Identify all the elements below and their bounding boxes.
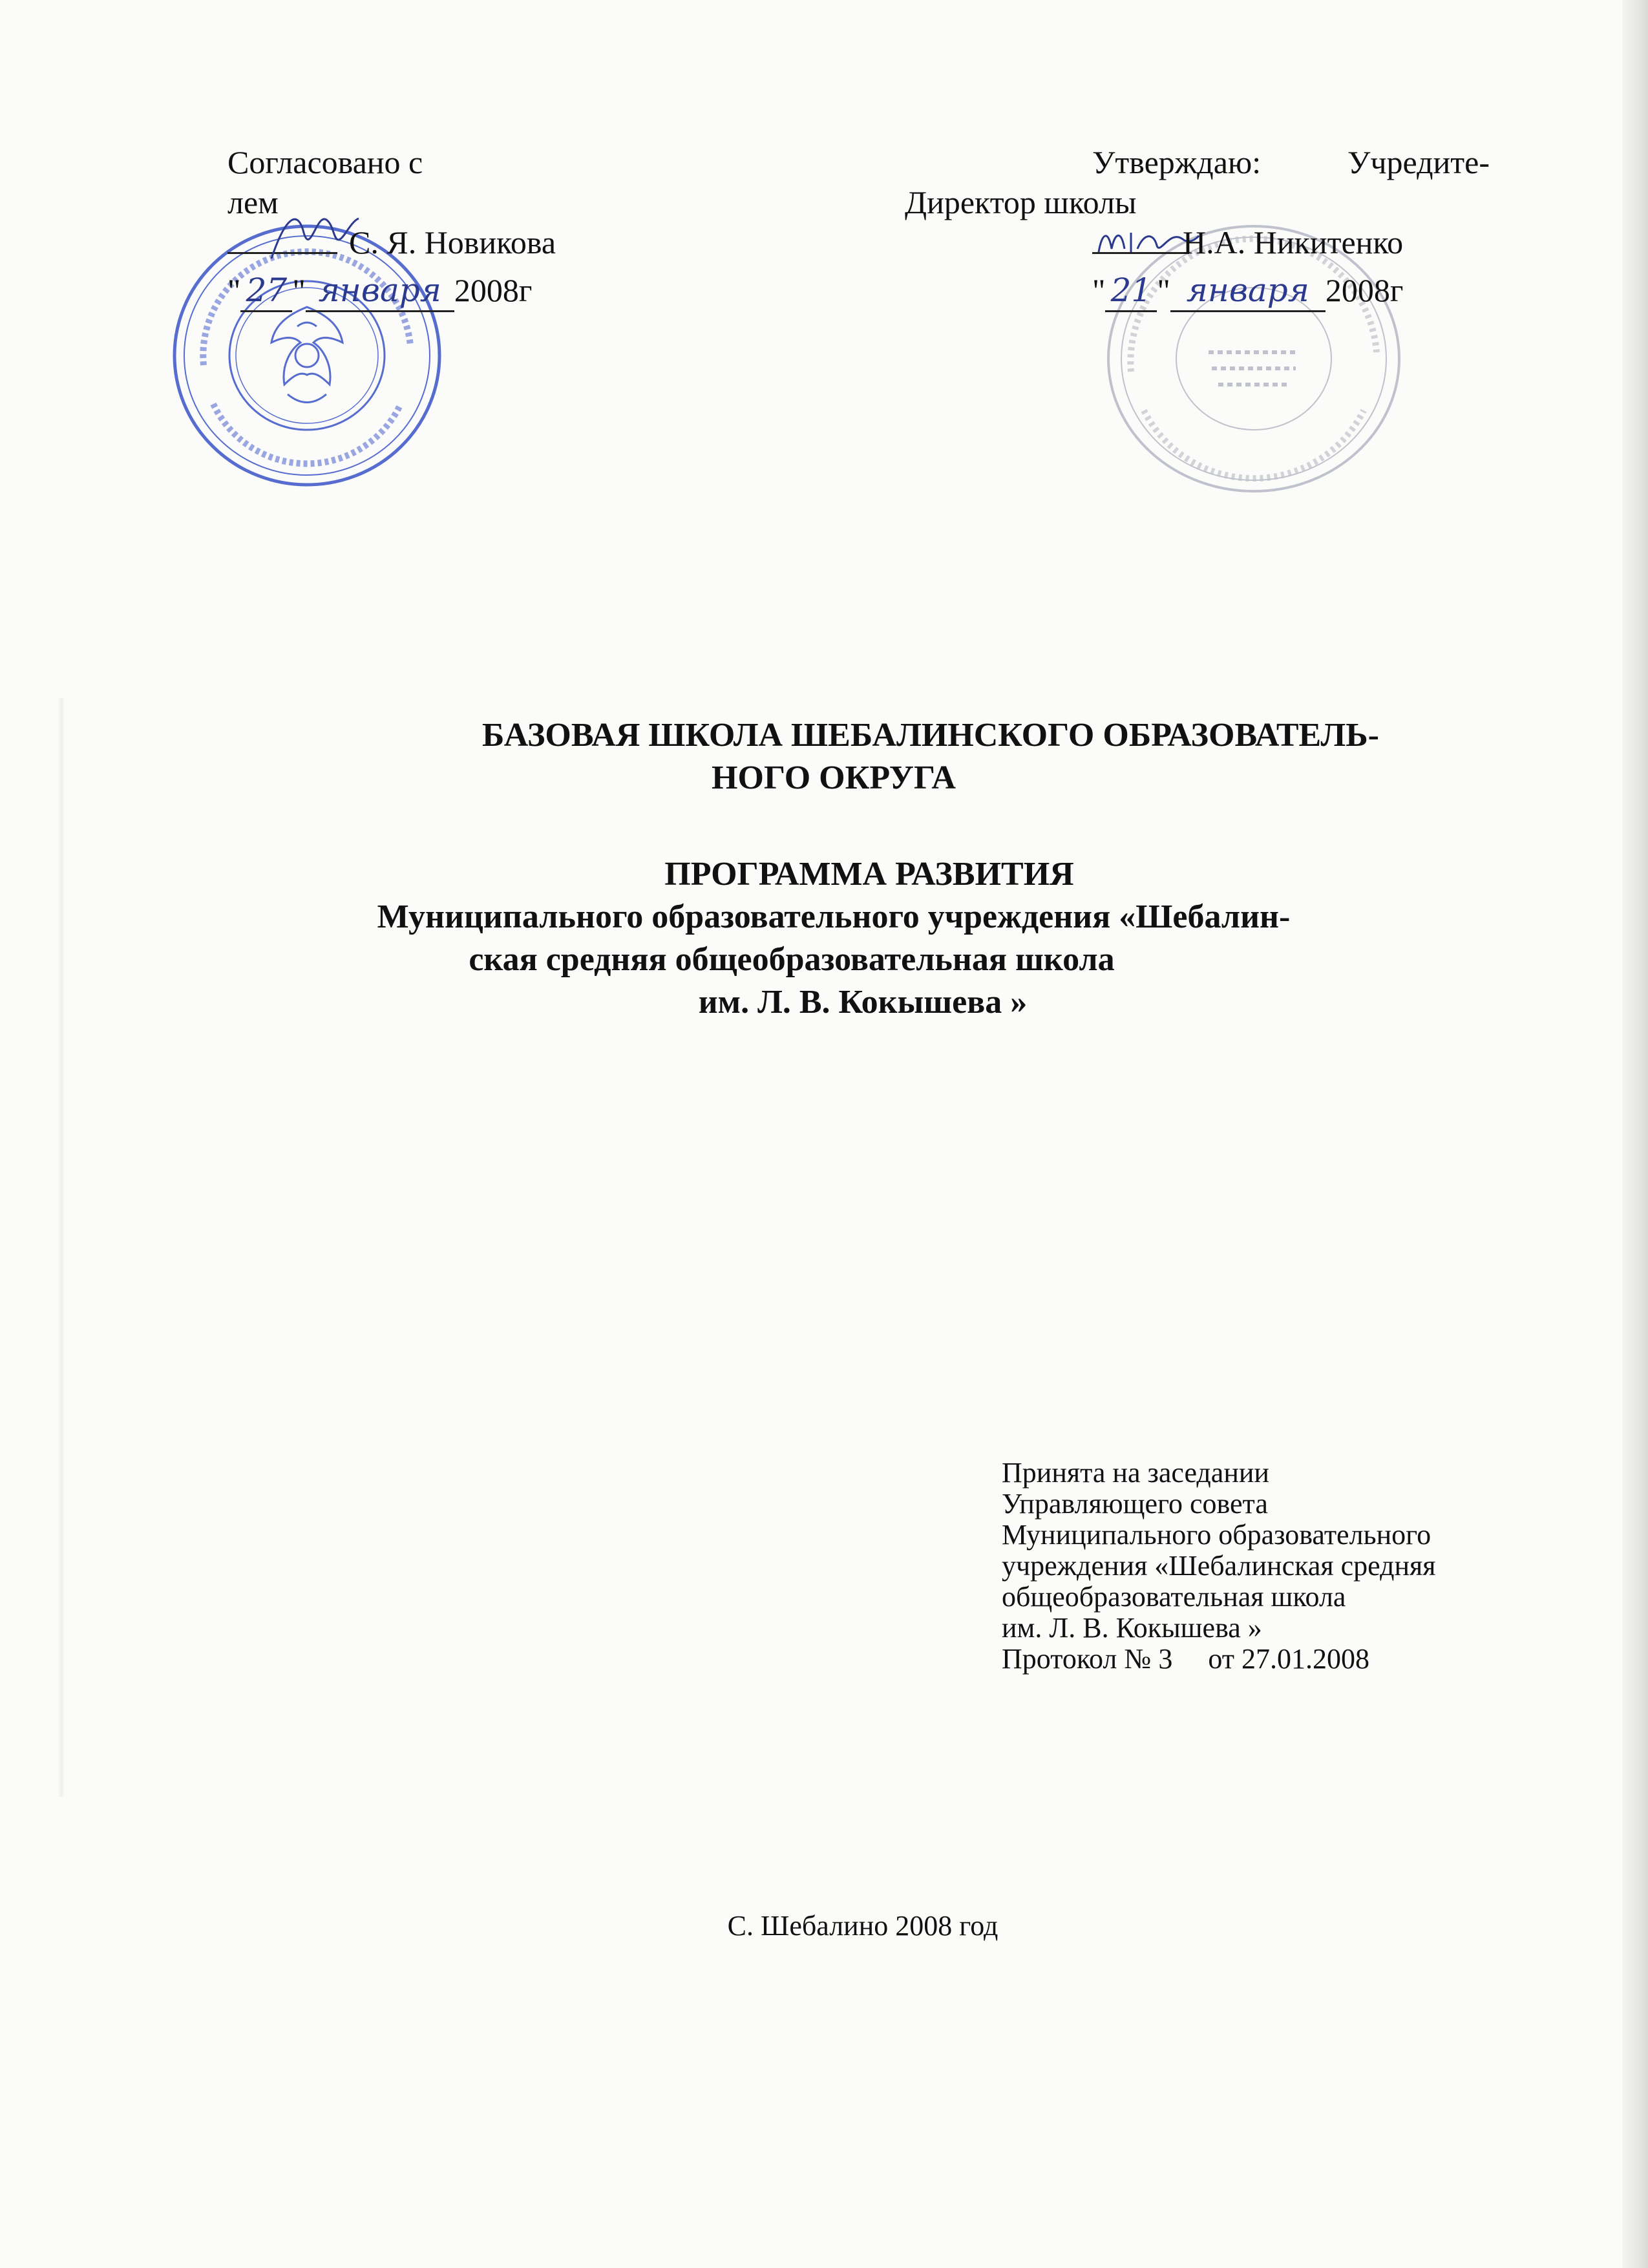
date-quote-open: " (227, 272, 241, 308)
date-year: 2008г (454, 272, 533, 308)
signature-left (265, 194, 362, 271)
school-name-line2: НОГО ОКРУГА (712, 759, 956, 796)
school-name-line1: БАЗОВАЯ ШКОЛА ШЕБАЛИНСКОГО ОБРАЗОВАТЕЛЬ- (482, 717, 1379, 754)
protocol-line7: Протокол № 3 от 27.01.2008 (1002, 1643, 1369, 1675)
protocol-line5: общеобразовательная школа (1002, 1581, 1346, 1613)
institution-line2: ская средняя общеобразовательная школа (469, 941, 1115, 978)
date-day-handwritten: 21 (1105, 270, 1157, 312)
protocol-line6: им. Л. В. Кокышева » (1002, 1612, 1262, 1644)
approval-right-line2: Директор школы (905, 184, 1137, 220)
approval-right-line1b: Учредите- (1347, 144, 1490, 180)
approval-right-line1: Утверждаю: (1092, 144, 1262, 180)
protocol-line3: Муниципального образовательного (1002, 1519, 1431, 1551)
institution-line1: Муниципального образовательного учреждения «Шебалин- (377, 898, 1291, 935)
protocol-line2: Управляющего совета (1002, 1488, 1268, 1520)
approval-left-line1: Согласовано с (227, 144, 423, 180)
date-quote-close: " (292, 272, 306, 308)
program-title: ПРОГРАММА РАЗВИТИЯ (664, 856, 1074, 893)
approval-right-signatory: Н.А. Никитенко (1183, 224, 1404, 260)
approval-left-date (227, 270, 532, 312)
protocol-line1: Принята на заседании (1002, 1457, 1269, 1489)
date-month-handwritten: января (1170, 270, 1326, 312)
protocol-line4: учреждения «Шебалинская средняя (1002, 1550, 1436, 1582)
date-day-handwritten: 27 (240, 270, 292, 312)
approval-left-signatory: С. Я. Новикова (349, 224, 556, 260)
place-year: С. Шебалино 2008 год (727, 1910, 998, 1942)
date-month-handwritten: января (306, 270, 454, 312)
date-quote-close: " (1157, 272, 1170, 308)
institution-line3: им. Л. В. Кокышева » (698, 984, 1028, 1021)
approval-left-line2: лем (227, 184, 279, 220)
date-year: 2008г (1325, 272, 1404, 308)
date-quote-open: " (1092, 272, 1106, 308)
approval-right-date (1092, 270, 1403, 312)
